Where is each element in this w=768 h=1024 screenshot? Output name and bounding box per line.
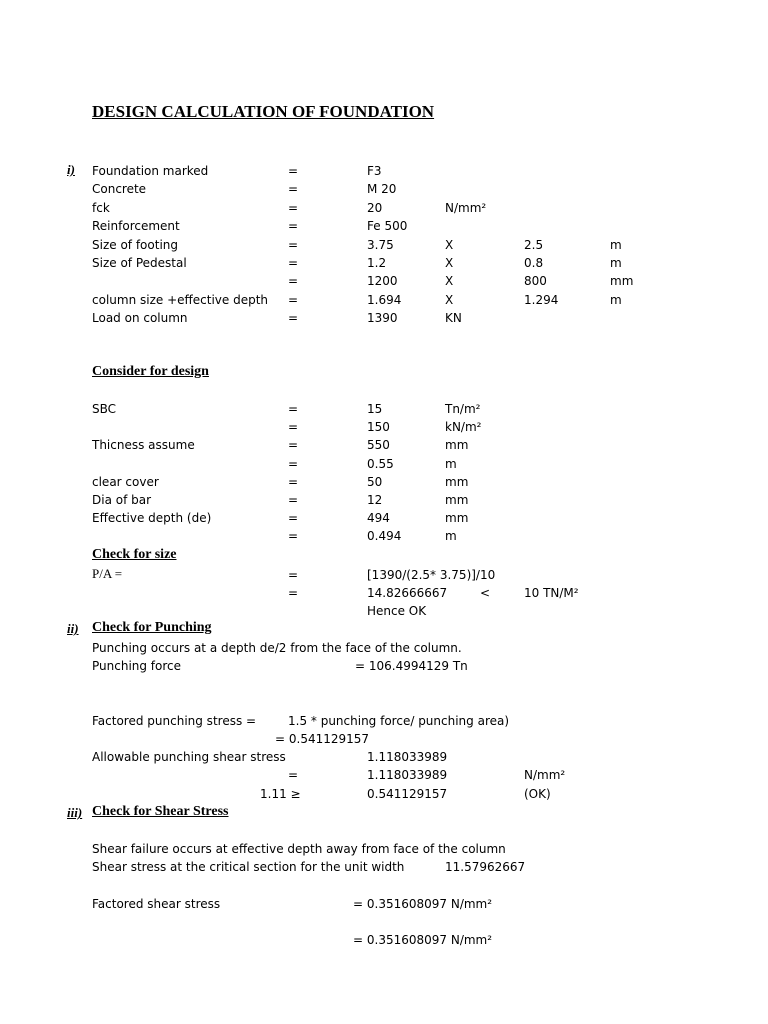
allowable-punching-value-2: 1.118033989 <box>367 768 448 782</box>
row-equals: = <box>288 292 299 307</box>
row-value: 1200 <box>367 274 398 289</box>
row-unit: Tn/m² <box>445 402 481 416</box>
factored-shear-value-2: = 0.351608097 N/mm² <box>353 933 493 947</box>
row-unit: mm <box>445 493 469 507</box>
row-unit: mm <box>610 274 634 289</box>
punching-force-value: = 106.4994129 Tn <box>355 659 468 673</box>
consider-heading: Consider for design <box>92 364 209 379</box>
row-value-2: X <box>445 256 454 270</box>
row-value-2: KN <box>445 311 462 326</box>
row-label: Concrete <box>92 182 147 197</box>
shear-stress-label: Shear stress at the critical section for the unit width <box>92 860 405 874</box>
row-value: 1.694 <box>367 292 402 307</box>
row-label: column size +effective depth <box>92 292 269 307</box>
pa-equals-2: = <box>288 586 299 600</box>
row-unit: kN/m² <box>445 420 482 435</box>
row-label: Thicness assume <box>92 438 195 453</box>
row-equals: = <box>288 456 299 471</box>
factored-shear-value: = 0.351608097 N/mm² <box>353 897 493 911</box>
row-unit: m <box>610 292 622 307</box>
row-value-2: X <box>445 274 454 289</box>
punching-ok: (OK) <box>524 787 551 801</box>
row-label: Size of footing <box>92 237 178 252</box>
row-value: 550 <box>367 438 390 453</box>
allowable-unit: N/mm² <box>524 768 566 782</box>
page-title: DESIGN CALCULATION OF FOUNDATION <box>92 102 435 121</box>
shear-note: Shear failure occurs at effective depth away from face of the column <box>92 842 506 856</box>
check-size-heading: Check for size <box>92 547 177 562</box>
row-value: M 20 <box>367 182 397 197</box>
row-unit: mm <box>445 438 469 453</box>
factored-punching-formula: 1.5 * punching force/ punching area) <box>288 714 510 728</box>
row-label: Load on column <box>92 311 188 326</box>
row-label: fck <box>92 200 110 215</box>
pa-limit: 10 TN/M² <box>524 586 579 600</box>
row-unit: m <box>610 256 622 270</box>
pa-value: 14.82666667 <box>367 586 448 600</box>
row-value: 494 <box>367 511 390 526</box>
row-equals: = <box>288 402 299 416</box>
row-value: 150 <box>367 420 390 435</box>
row-value-3: 1.294 <box>524 292 559 307</box>
comparison-left: 1.11 ≥ <box>260 787 301 801</box>
row-equals: = <box>288 237 299 252</box>
row-unit: m <box>445 456 457 471</box>
row-value-2: N/mm² <box>445 200 487 215</box>
row-unit: m <box>445 529 457 544</box>
allowable-equals: = <box>288 768 299 782</box>
pa-formula: [1390/(2.5* 3.75)]/10 <box>367 568 496 582</box>
row-value-2: X <box>445 237 454 252</box>
pa-equals: = <box>288 568 299 582</box>
row-value: F3 <box>367 164 382 178</box>
row-unit: mm <box>445 511 469 526</box>
row-value: Fe 500 <box>367 219 408 234</box>
row-equals: = <box>288 474 299 489</box>
allowable-punching-value: 1.118033989 <box>367 750 448 764</box>
row-label: Foundation marked <box>92 164 209 178</box>
comparison-right: 0.541129157 <box>367 787 448 801</box>
row-value-3: 2.5 <box>524 237 544 252</box>
row-equals: = <box>288 529 299 544</box>
allowable-punching-label: Allowable punching shear stress <box>92 750 286 764</box>
row-equals: = <box>288 182 299 197</box>
row-equals: = <box>288 200 299 215</box>
punching-note: Punching occurs at a depth de/2 from the face of the column. <box>92 641 462 655</box>
row-value: 1.2 <box>367 256 387 270</box>
shear-heading: Check for Shear Stress <box>92 804 229 819</box>
row-value: 12 <box>367 493 383 507</box>
row-value: 15 <box>367 402 383 416</box>
pa-less-than: < <box>480 586 491 600</box>
row-equals: = <box>288 438 299 453</box>
factored-punching-label: Factored punching stress = <box>92 714 257 728</box>
row-value: 20 <box>367 200 383 215</box>
row-equals: = <box>288 511 299 526</box>
row-value: 0.494 <box>367 529 402 544</box>
row-equals: = <box>288 493 299 507</box>
row-unit: mm <box>445 474 469 489</box>
row-value-3: 0.8 <box>524 256 544 270</box>
section-number-i: i) <box>67 162 75 177</box>
row-value: 1390 <box>367 311 398 326</box>
pa-label: P/A = <box>92 566 123 581</box>
factored-punching-value: = 0.541129157 <box>275 732 370 746</box>
row-label: Dia of bar <box>92 493 152 507</box>
row-equals: = <box>288 420 299 435</box>
row-equals: = <box>288 256 299 270</box>
row-value: 3.75 <box>367 237 394 252</box>
row-label: Size of Pedestal <box>92 256 187 270</box>
row-equals: = <box>288 219 299 234</box>
row-unit: m <box>610 237 622 252</box>
row-label: Effective depth (de) <box>92 511 212 526</box>
row-value-2: X <box>445 292 454 307</box>
shear-stress-value: 11.57962667 <box>445 860 526 874</box>
row-value: 0.55 <box>367 456 394 471</box>
row-label: Reinforcement <box>92 219 180 234</box>
punching-force-label: Punching force <box>92 659 182 673</box>
section-number-ii: ii) <box>67 621 79 636</box>
row-label: SBC <box>92 402 117 416</box>
row-label: clear cover <box>92 474 159 489</box>
section-number-iii: iii) <box>67 805 83 820</box>
pa-hence-ok: Hence OK <box>367 604 427 618</box>
row-equals: = <box>288 164 299 178</box>
row-value-3: 800 <box>524 274 547 289</box>
row-equals: = <box>288 274 299 289</box>
factored-shear-label: Factored shear stress <box>92 897 221 911</box>
punching-heading: Check for Punching <box>92 620 212 635</box>
row-value: 50 <box>367 474 383 489</box>
row-equals: = <box>288 311 299 326</box>
